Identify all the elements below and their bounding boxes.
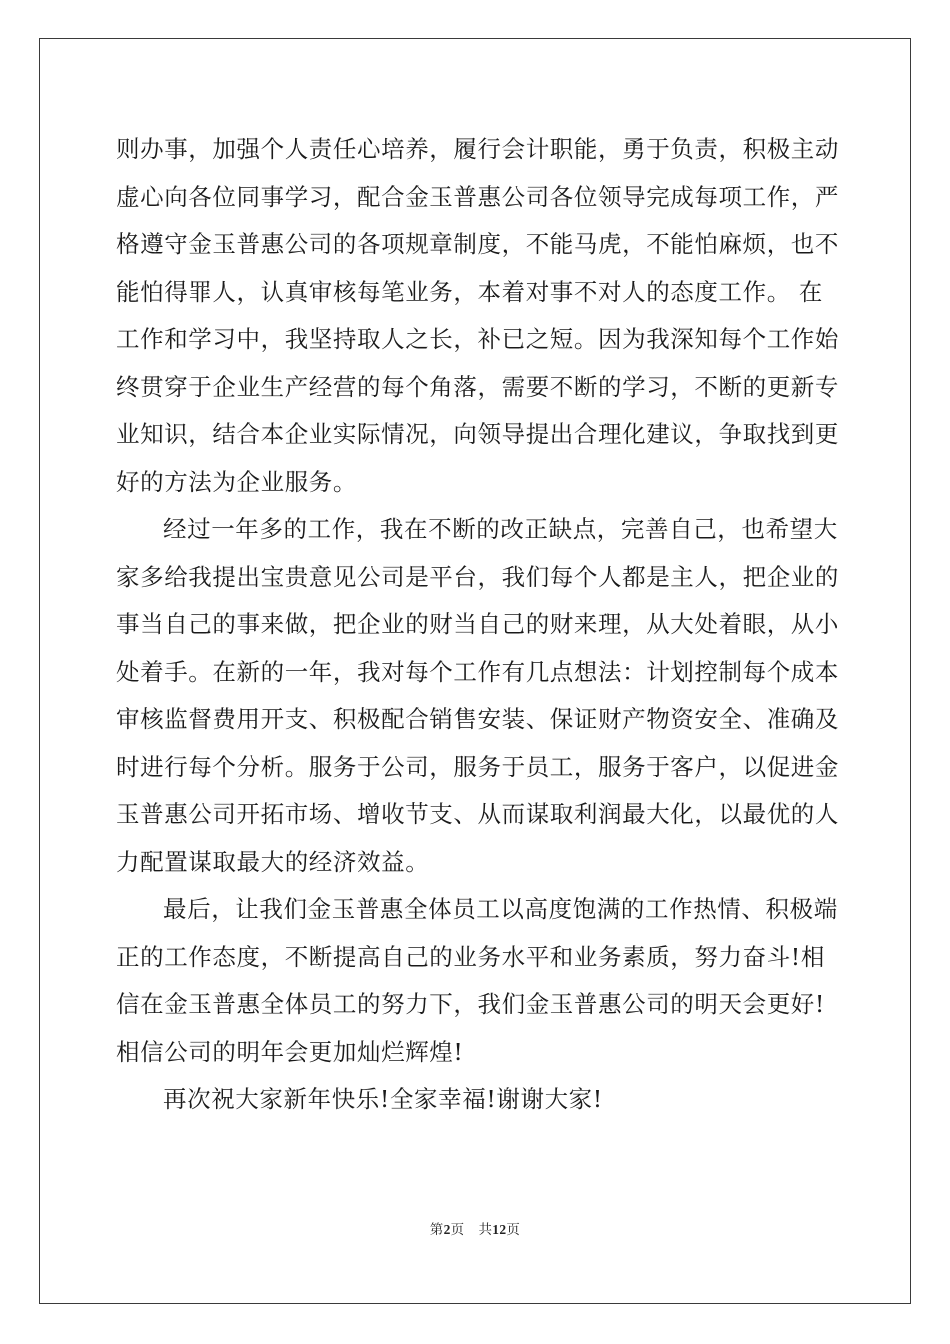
page-suffix: 页: [450, 1222, 465, 1238]
text-line: 时进行每个分析。服务于公司，服务于员工，服务于客户，以促进金: [116, 752, 839, 781]
total-suffix: 页: [506, 1222, 521, 1238]
text-line: 格遵守金玉普惠公司的各项规章制度，不能马虎，不能怕麻烦，也不: [116, 230, 839, 258]
text-line: 家多给我提出宝贵意见公司是平台，我们每个人都是主人，把企业的: [116, 562, 839, 591]
text-line: 则办事，加强个人责任心培养，履行会计职能，勇于负责，积极主动: [116, 135, 839, 163]
total-page-count: 12: [492, 1222, 507, 1237]
text-line: 力配置谋取最大的经济效益。: [116, 847, 430, 876]
text-line: 事当自己的事来做，把企业的财当自己的财来理，从大处着眼，从小: [116, 610, 839, 638]
paragraph-start-line: 再次祝大家新年快乐!全家幸福!谢谢大家!: [163, 1085, 603, 1113]
page-footer: [0, 1218, 950, 1238]
text-line: 处着手。在新的一年，我对每个工作有几点想法：计划控制每个成本: [116, 657, 839, 686]
text-line: 信在金玉普惠全体员工的努力下，我们金玉普惠公司的明天会更好!: [116, 990, 825, 1018]
text-line: 好的方法为企业服务。: [116, 467, 357, 496]
text-line: 业知识，结合本企业实际情况，向领导提出合理化建议，争取找到更: [116, 420, 839, 448]
text-line: 虚心向各位同事学习，配合金玉普惠公司各位领导完成每项工作，严: [116, 182, 839, 211]
total-prefix: 共: [478, 1222, 493, 1238]
paragraph-start-line: 最后，让我们金玉普惠全体员工以高度饱满的工作热情、积极端: [163, 895, 838, 923]
text-line: 正的工作态度，不断提高自己的业务水平和业务素质，努力奋斗!相: [116, 942, 825, 971]
text-line: 审核监督费用开支、积极配合销售安装、保证财产物资安全、准确及: [116, 705, 839, 733]
text-line: 玉普惠公司开拓市场、增收节支、从而谋取利润最大化，以最优的人: [116, 800, 839, 828]
page-prefix: 第: [429, 1222, 444, 1238]
current-page-number: 2: [443, 1222, 451, 1237]
text-line: 工作和学习中，我坚持取人之长，补已之短。因为我深知每个工作始: [116, 325, 839, 353]
text-line: 能怕得罪人，认真审核每笔业务，本着对事不对人的态度工作。 在: [116, 277, 823, 306]
paragraph-start-line: 经过一年多的工作，我在不断的改正缺点，完善自己，也希望大: [163, 515, 838, 543]
text-line: 终贯穿于企业生产经营的每个角落，需要不断的学习，不断的更新专: [116, 372, 839, 401]
document-body: [116, 126, 839, 1124]
text-line: 相信公司的明年会更加灿烂辉煌!: [116, 1037, 464, 1066]
